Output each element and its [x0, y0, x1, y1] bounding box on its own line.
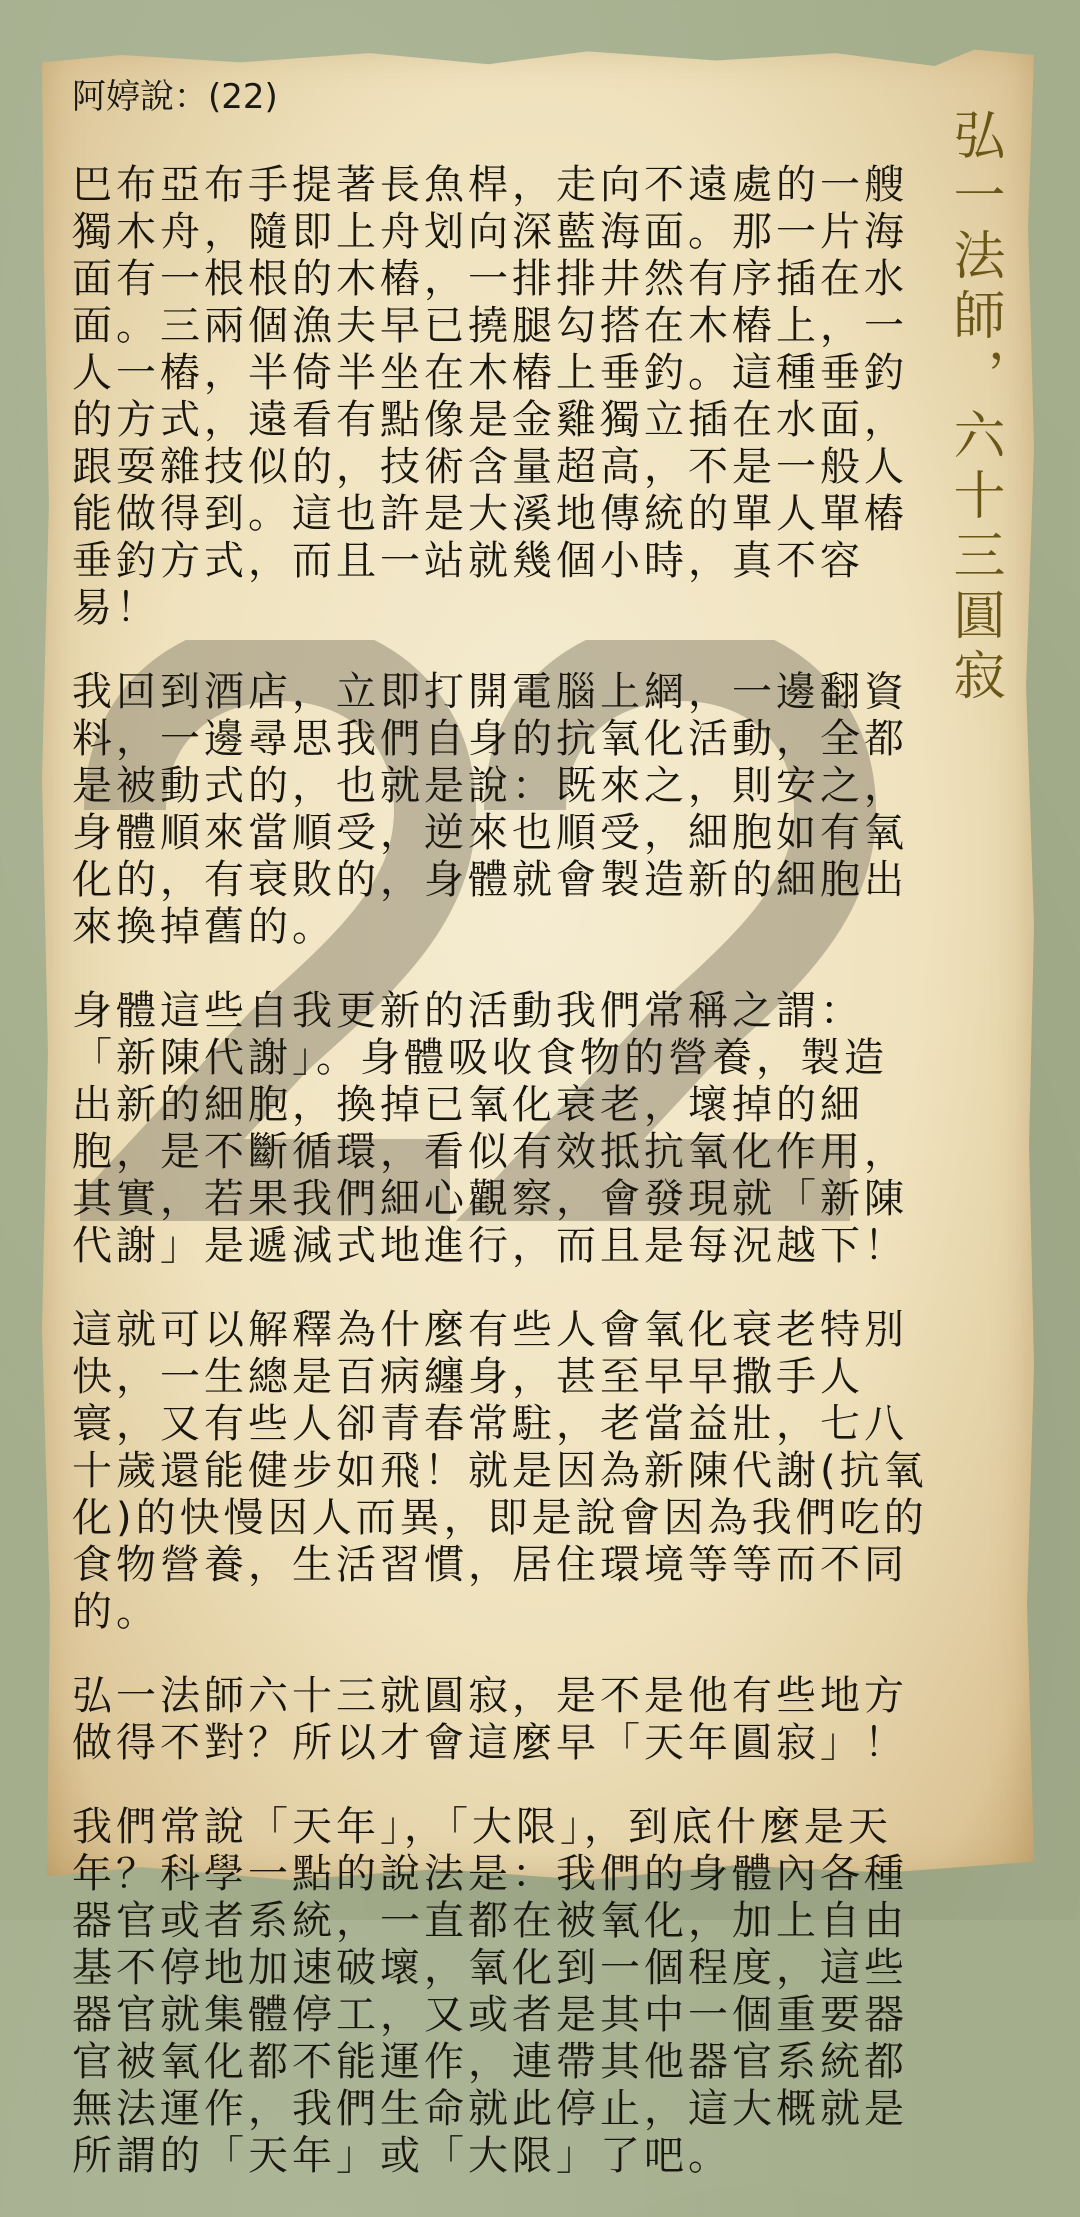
vertical-title: 弘一法師，六十三圓寂 [944, 108, 1004, 708]
article-heading: 阿婷說：(22) [72, 77, 278, 117]
paragraph-5: 弘一法師六十三就圓寂，是不是他有些地方做得不對？所以才會這麼早「天年圓寂」！ [72, 1673, 908, 1766]
paragraph-4: 這就可以解釋為什麼有些人會氧化衰老特別快，一生總是百病纏身，甚至早早撒手人寰，又有些人卻青春常駐，老當益壯，七八十歲還能健步如飛！就是因為新陳代謝(抗氧化)的快慢因人而異，即是說會因為我們吃的食物營養，生活習慣，居住環境等等而不同的。 [72, 1307, 928, 1635]
paragraph-1: 巴布亞布手提著長魚桿，走向不遠處的一艘獨木舟，隨即上舟划向深藍海面。那一片海面有一根根的木樁，一排排井然有序插在水面。三兩個漁夫早已撓腿勾搭在木樁上，一人一樁，半倚半坐在木樁上垂釣。這種垂釣的方式，遠看有點像是金雞獨立插在水面，跟耍雜技似的，技術含量超高，不是一般人能做得到。這也許是大溪地傳統的單人單樁垂釣方式，而且一站就幾個小時，真不容易！ [72, 162, 908, 631]
article-body [72, 162, 928, 2217]
paragraph-2: 我回到酒店，立即打開電腦上網，一邊翻資料，一邊尋思我們自身的抗氧化活動，全都是被動式的，也就是說：既來之，則安之，身體順來當順受，逆來也順受，細胞如有氧化的，有衰敗的，身體就會製造新的細胞出來換掉舊的。 [72, 669, 908, 950]
paragraph-3: 身體這些自我更新的活動我們常稱之謂：「新陳代謝」。身體吸收食物的營養，製造出新的細胞，換掉已氧化衰老，壞掉的細胞，是不斷循環，看似有效抵抗氧化作用，其實，若果我們細心觀察，會發現就「新陳代謝」是遞減式地進行，而且是每況越下！ [72, 988, 908, 1269]
paragraph-6: 我們常說「天年」，「大限」，到底什麼是天年？科學一點的說法是：我們的身體內各種器官或者系統，一直都在被氧化，加上自由基不停地加速破壞，氧化到一個程度，這些器官就集體停工，又或者是其中一個重要器官被氧化都不能運作，連帶其他器官系統都無法運作，我們生命就此停止，這大概就是所謂的「天年」或「大限」了吧。 [72, 1804, 908, 2179]
